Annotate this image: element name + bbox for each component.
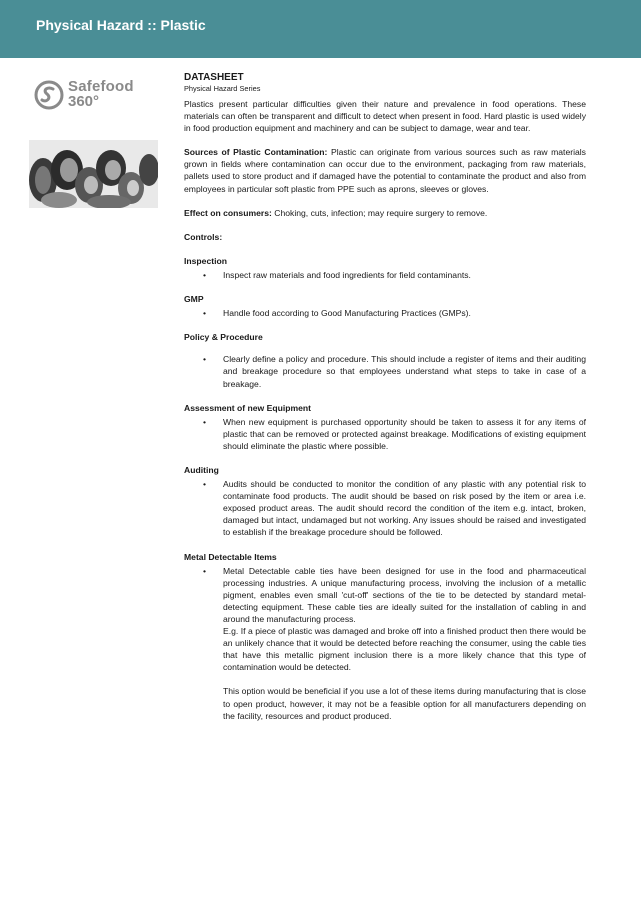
- metal-detectable-list: [184, 565, 586, 722]
- list-item-text: When new equipment is purchased opportunity should be taken to assess it for any items of plastic that can be removed or protected against breakage. Modifications of existing equipment should eliminate the plastic where possible.: [223, 416, 586, 451]
- datasheet-title: DATASHEET: [184, 72, 244, 83]
- bullet-icon: •: [203, 308, 207, 319]
- inspection-list: [184, 269, 586, 281]
- effect-text: Choking, cuts, infection; may require surgery to remove.: [271, 207, 488, 218]
- safefood-logo-icon: [34, 80, 64, 110]
- list-item: [184, 353, 586, 389]
- bullet-icon: •: [203, 416, 207, 427]
- bullet-icon: •: [203, 565, 207, 576]
- list-item-text: Audits should be conducted to monitor the condition of any plastic with any potential risk to contaminate food products. The audit should be based on risk posed by the item or area i.e. exposed product areas. The audit should record the condition of the item e.g. intact, broken, damaged but intact, undamaged but not working. Any issues should be raised and investigated to establish if the breakage procedure should be followed.: [223, 479, 586, 538]
- metal-example-text: E.g. If a piece of plastic was damaged and broke off into a finished product then there would be an unlikely chance that it would be detected before reaching the consumer, using the cable ties that have this metallic pigment inclusion there is a more likely chance that this type of contamination would be detected.: [223, 626, 586, 673]
- bullet-icon: •: [203, 354, 207, 365]
- datasheet-content: [184, 72, 586, 734]
- effect-label: Effect on consumers:: [184, 207, 272, 218]
- auditing-list: [184, 478, 586, 538]
- intro-paragraph: Plastics present particular difficulties given their nature and prevalence in food operations. These materials can often be transparent and difficult to detect when present in food. Hard plastic is used widely in food production equipment and machinery and can be subject to damage, wear and tear.: [184, 99, 586, 134]
- page-header: [0, 0, 641, 58]
- sources-text: Plastic can originate from various sources such as raw materials grown in fields where contamination can occur due to the environment, packaging from raw materials, pallets used to store product and if damaged have the potential to contaminate the product and also from employees in particular soft plastic from PPE such as aprons, sleeves or gloves.: [184, 147, 586, 194]
- controls-heading: Controls:: [184, 231, 223, 242]
- section-heading-auditing: Auditing: [184, 464, 219, 475]
- list-item-text: Clearly define a policy and procedure. This should include a register of items and their auditing and breakage procedure so that employees understand what steps to take in case of a breakage.: [223, 354, 586, 389]
- list-item: [184, 416, 586, 452]
- effect-paragraph: [184, 207, 586, 219]
- policy-list: [184, 353, 586, 389]
- bullet-icon: •: [203, 269, 207, 280]
- metal-option-text: This option would be beneficial if you use a lot of these items during manufacturing that is close to open product, however, it may not be a feasible option for all manufacturers depending on the facility, resources and product produced.: [223, 686, 586, 721]
- list-item: [184, 478, 586, 538]
- datasheet-subtitle: Physical Hazard Series: [184, 84, 261, 93]
- page-title: Physical Hazard :: Plastic: [36, 17, 206, 33]
- sources-paragraph: [184, 146, 586, 194]
- plastic-items-photo: [29, 140, 158, 208]
- bullet-icon: •: [203, 479, 207, 490]
- section-heading-assessment: Assessment of new Equipment: [184, 402, 312, 413]
- sources-label: Sources of Plastic Contamination:: [184, 147, 328, 158]
- logo-number: 360°: [68, 93, 100, 110]
- list-item-text: Handle food according to Good Manufacturing Practices (GMPs).: [223, 308, 471, 319]
- section-heading-policy: Policy & Procedure: [184, 332, 263, 343]
- logo-name: Safefood: [68, 78, 134, 95]
- list-item-text: Metal Detectable cable ties have been designed for use in the food and pharmaceutical processing industries. A unique manufacturing process, involving the inclusion of a metallic pigment, enables even small 'cut-off' sections of the tie to be detected by standard metal-detecting equipment. These cable ties are ideally suited for the installation of cabling in and around the manufacturing process.: [223, 565, 586, 624]
- list-item: [184, 269, 586, 281]
- section-heading-gmp: GMP: [184, 294, 204, 305]
- gmp-list: [184, 307, 586, 319]
- assessment-list: [184, 416, 586, 452]
- list-item: [184, 565, 586, 722]
- section-heading-metal-detectable: Metal Detectable Items: [184, 551, 277, 562]
- safefood-logo: [34, 78, 144, 114]
- list-item: [184, 307, 586, 319]
- section-heading-inspection: Inspection: [184, 255, 227, 266]
- list-item-text: Inspect raw materials and food ingredients for field contaminants.: [223, 269, 471, 280]
